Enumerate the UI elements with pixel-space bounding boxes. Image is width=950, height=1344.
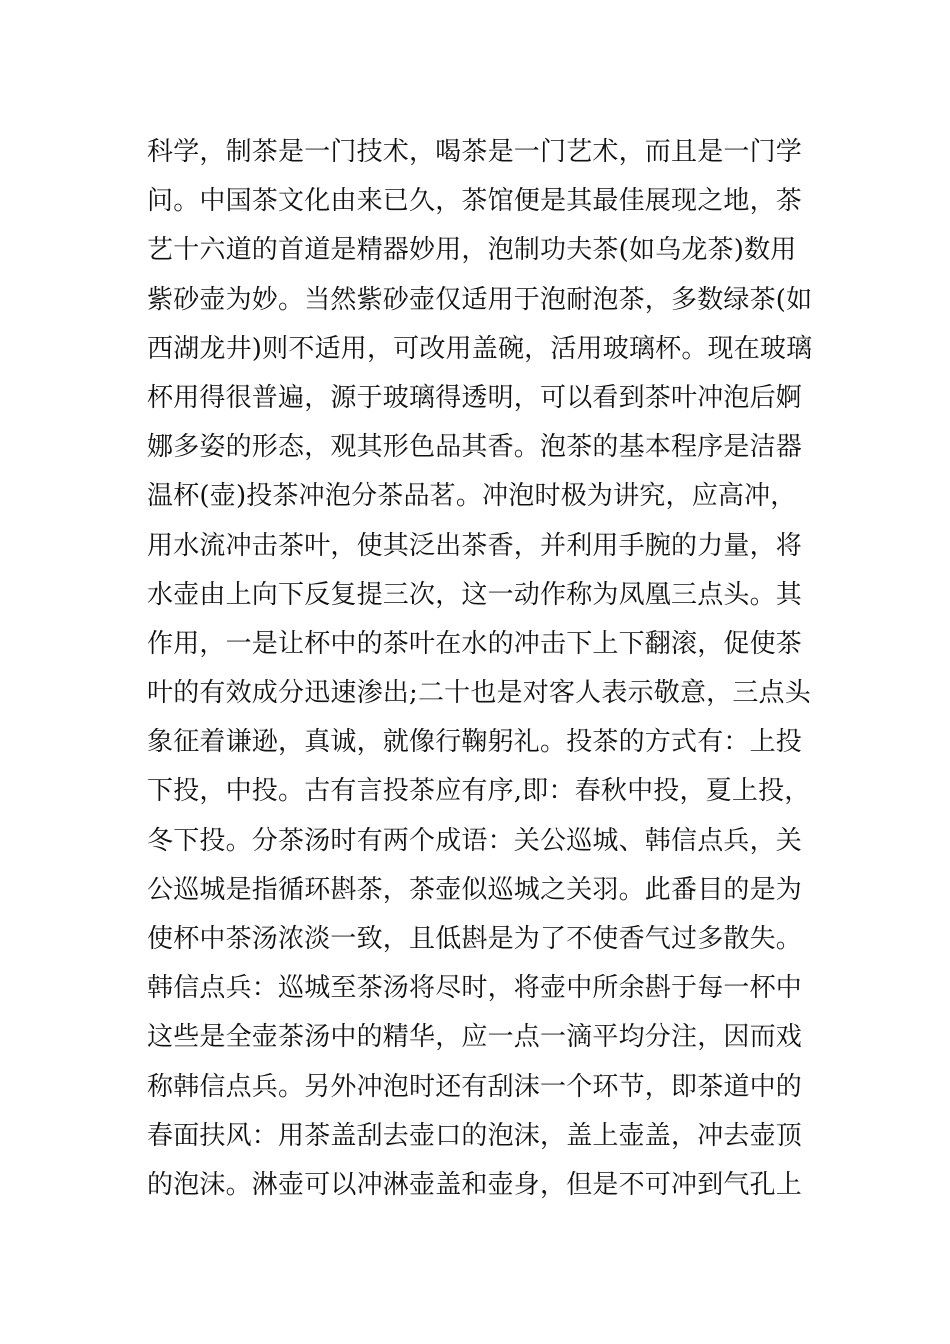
text-line: 叶的有效成分迅速渗出;二十也是对客人表示敬意，三点头 xyxy=(147,678,811,709)
body-text xyxy=(147,128,812,1210)
text-line: 紫砂壶为妙。当然紫砂壶仅适用于泡耐泡茶，多数绿茶(如 xyxy=(147,284,813,315)
text-line: 这些是全壶茶汤中的精华，应一点一滴平均分注，因而戏 xyxy=(147,1022,803,1053)
text-line: 用水流冲击茶叶，使其泛出茶香，并利用手腕的力量，将 xyxy=(147,530,803,561)
text-line: 科学，制茶是一门技术，喝茶是一门艺术，而且是一门学 xyxy=(147,137,803,167)
text-line: 问。中国茶文化由来已久，茶馆便是其最佳展现之地，茶 xyxy=(147,186,803,217)
text-line: 象征着谦逊，真诚，就像行鞠躬礼。投茶的方式有：上投 xyxy=(147,727,803,758)
text-line: 水壶由上向下反复提三次，这一动作称为凤凰三点头。其 xyxy=(147,579,803,610)
text-line: 娜多姿的形态，观其形色品其香。泡茶的基本程序是洁器 xyxy=(147,432,803,463)
text-line: 使杯中茶汤浓淡一致，且低斟是为了不使香气过多散失。 xyxy=(147,924,803,954)
text-line: 冬下投。分茶汤时有两个成语：关公巡城、韩信点兵，关 xyxy=(147,825,803,856)
text-line: 艺十六道的首道是精器妙用，泡制功夫茶(如乌龙茶)数用 xyxy=(147,235,797,266)
text-line: 杯用得很普遍，源于玻璃得透明，可以看到茶叶冲泡后婀 xyxy=(147,382,803,413)
text-line: 作用，一是让杯中的茶叶在水的冲击下上下翻滚，促使茶 xyxy=(147,628,803,659)
text-line: 韩信点兵：巡城至茶汤将尽时，将壶中所余斟于每一杯中 xyxy=(147,973,803,1004)
text-line: 公巡城是指循环斟茶，茶壶似巡城之关羽。此番目的是为 xyxy=(147,874,803,905)
text-line: 春面扶风：用茶盖刮去壶口的泡沫，盖上壶盖，冲去壶顶 xyxy=(147,1120,803,1151)
text-line: 称韩信点兵。另外冲泡时还有刮沫一个环节，即茶道中的 xyxy=(147,1071,803,1102)
text-line: 温杯(壶)投茶冲泡分茶品茗。冲泡时极为讲究，应高冲， xyxy=(147,481,797,512)
text-line: 的泡沫。淋壶可以冲淋壶盖和壶身，但是不可冲到气孔上 xyxy=(147,1169,803,1200)
text-line: 下投，中投。古有言投茶应有序,即：春秋中投，夏上投， xyxy=(147,776,811,807)
text-line: 西湖龙井)则不适用，可改用盖碗，活用玻璃杯。现在玻璃 xyxy=(147,333,813,364)
